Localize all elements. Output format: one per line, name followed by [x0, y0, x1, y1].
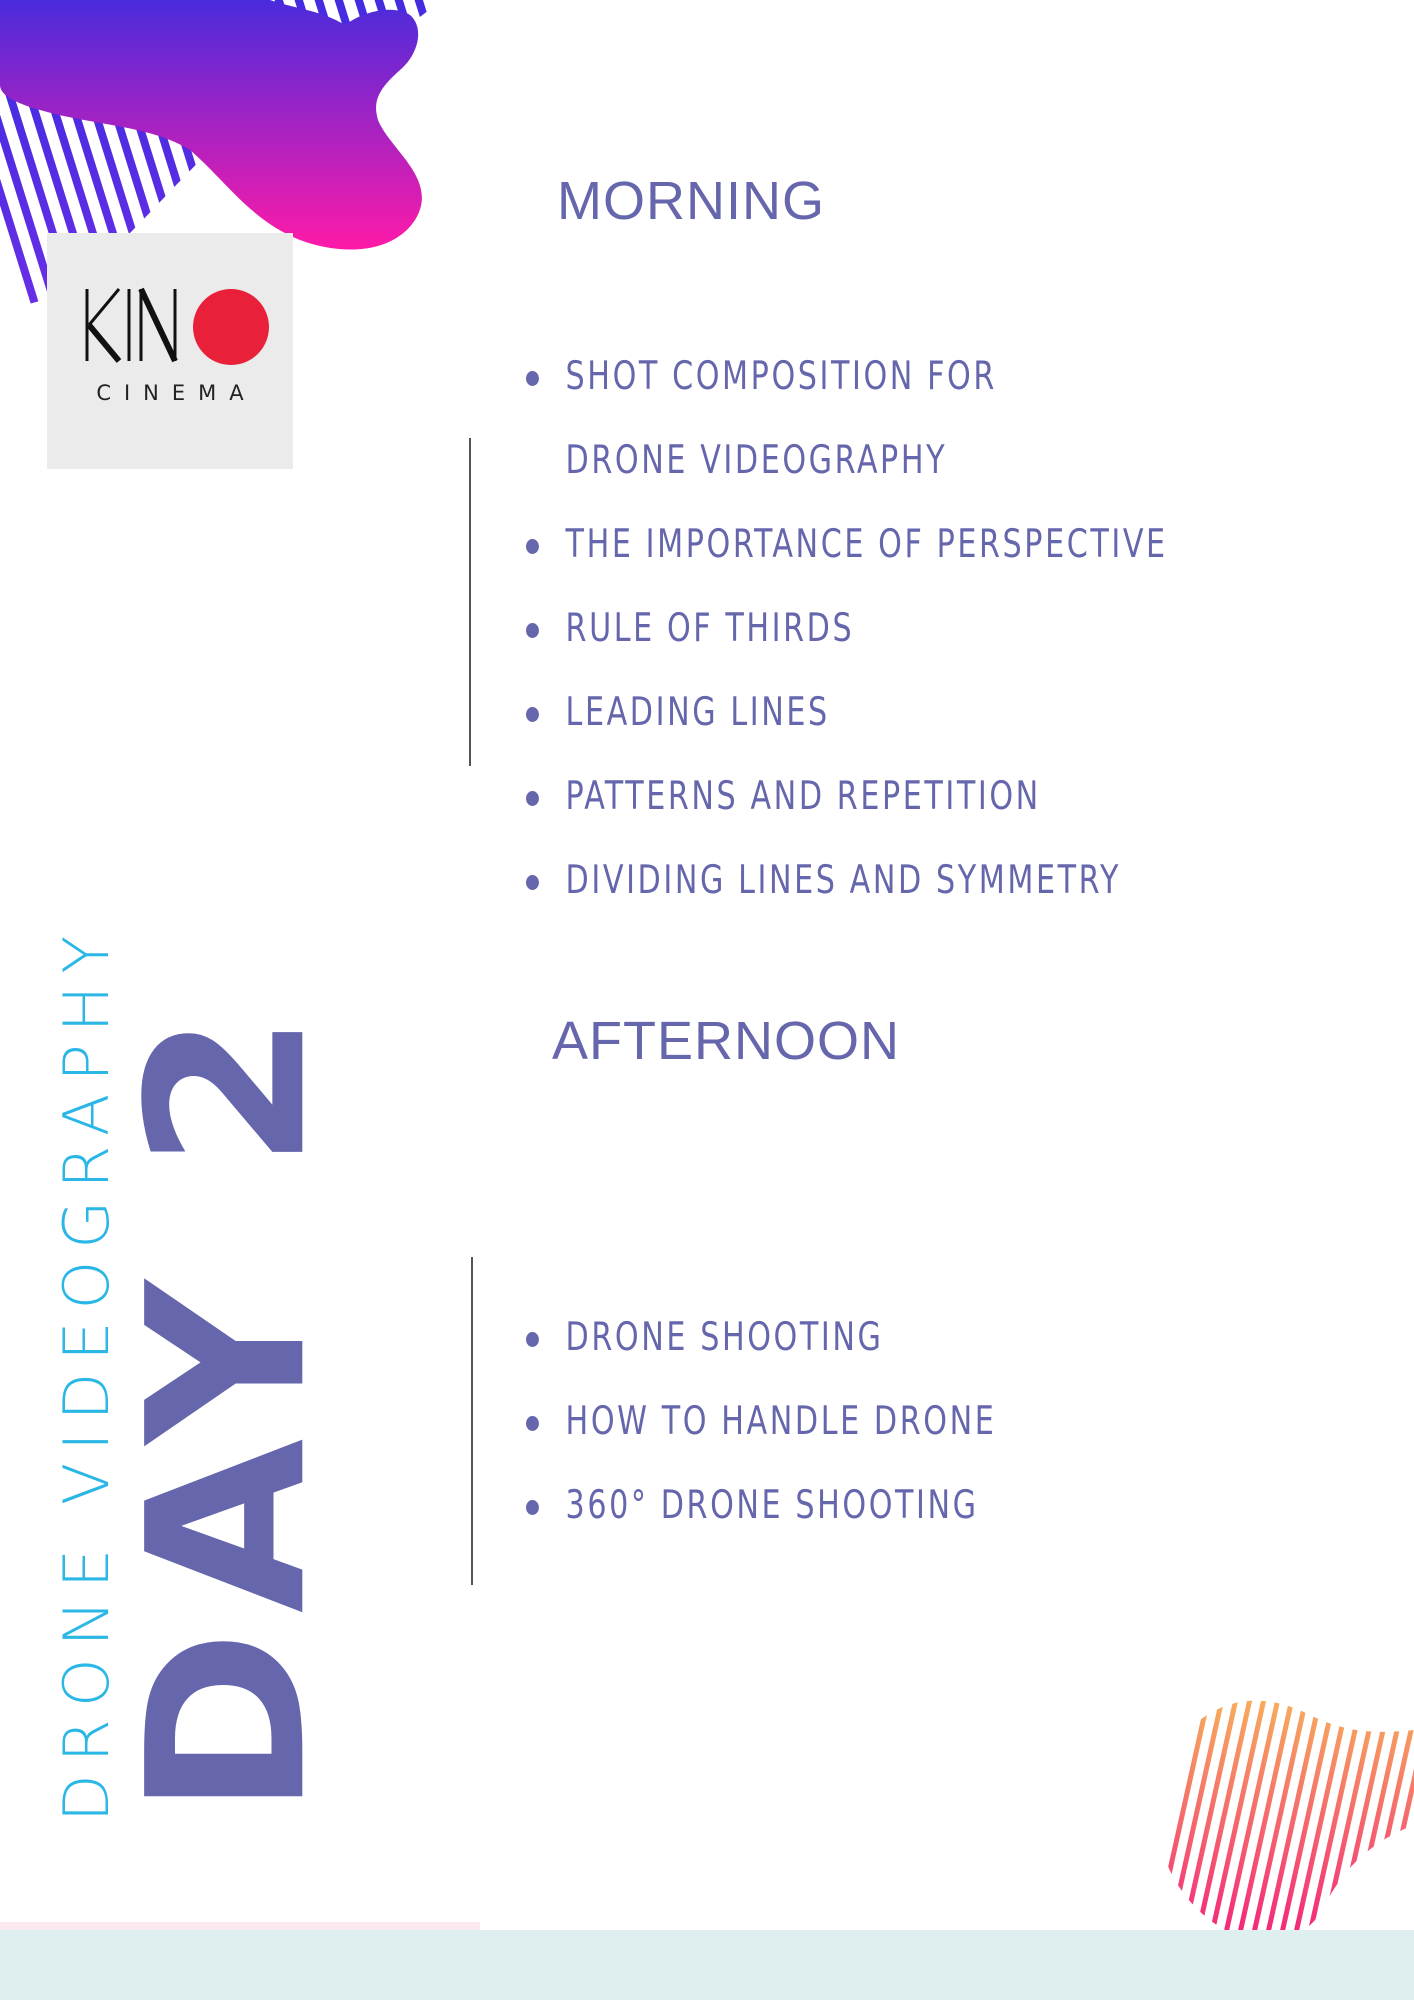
bullet-icon	[526, 1332, 539, 1347]
list-item	[526, 1296, 1300, 1380]
list-item	[526, 587, 1300, 671]
list-item	[526, 503, 1300, 587]
bullet-icon	[526, 1416, 539, 1431]
list-item	[526, 1380, 1300, 1464]
topic-label: RULE OF THIRDS	[565, 606, 855, 651]
bullet-icon	[526, 623, 539, 638]
morning-topic-list	[526, 335, 1414, 923]
kino-wordmark-icon	[81, 285, 271, 365]
list-item	[526, 755, 1300, 839]
course-title-vertical: DRONE VIDEOGRAPHY	[50, 923, 123, 1822]
divider-morning	[469, 438, 471, 766]
footer-accent-strip	[0, 1922, 480, 1930]
morning-heading: MORNING	[557, 171, 825, 231]
day-title-vertical: DAY 2	[101, 996, 355, 1817]
footer-band	[0, 1930, 1414, 2000]
topic-label: SHOT COMPOSITION FOR DRONE VIDEOGRAPHY	[565, 354, 997, 483]
topic-label: HOW TO HANDLE DRONE	[565, 1399, 997, 1444]
list-item	[526, 839, 1300, 923]
bullet-icon	[526, 1500, 539, 1515]
afternoon-topic-list	[526, 1296, 1414, 1548]
bullet-icon	[526, 875, 539, 890]
kino-cinema-logo	[47, 233, 293, 469]
topic-label: LEADING LINES	[565, 690, 830, 735]
bullet-icon	[526, 791, 539, 806]
topic-label: DIVIDING LINES AND SYMMETRY	[565, 858, 1122, 903]
afternoon-heading: AFTERNOON	[552, 1011, 901, 1071]
divider-afternoon	[471, 1257, 473, 1585]
logo-subtitle: CINEMA	[96, 381, 257, 405]
bullet-icon	[526, 539, 539, 554]
topic-label: DRONE SHOOTING	[565, 1315, 884, 1360]
bullet-icon	[526, 371, 539, 386]
list-item	[526, 671, 1300, 755]
list-item	[526, 335, 1021, 503]
bullet-icon	[526, 707, 539, 722]
topic-label: PATTERNS AND REPETITION	[565, 774, 1041, 819]
decorative-stripes-bottom	[1140, 1690, 1414, 1960]
list-item	[526, 1464, 1300, 1548]
topic-label: THE IMPORTANCE OF PERSPECTIVE	[565, 522, 1168, 567]
topic-label: 360° DRONE SHOOTING	[565, 1483, 979, 1528]
